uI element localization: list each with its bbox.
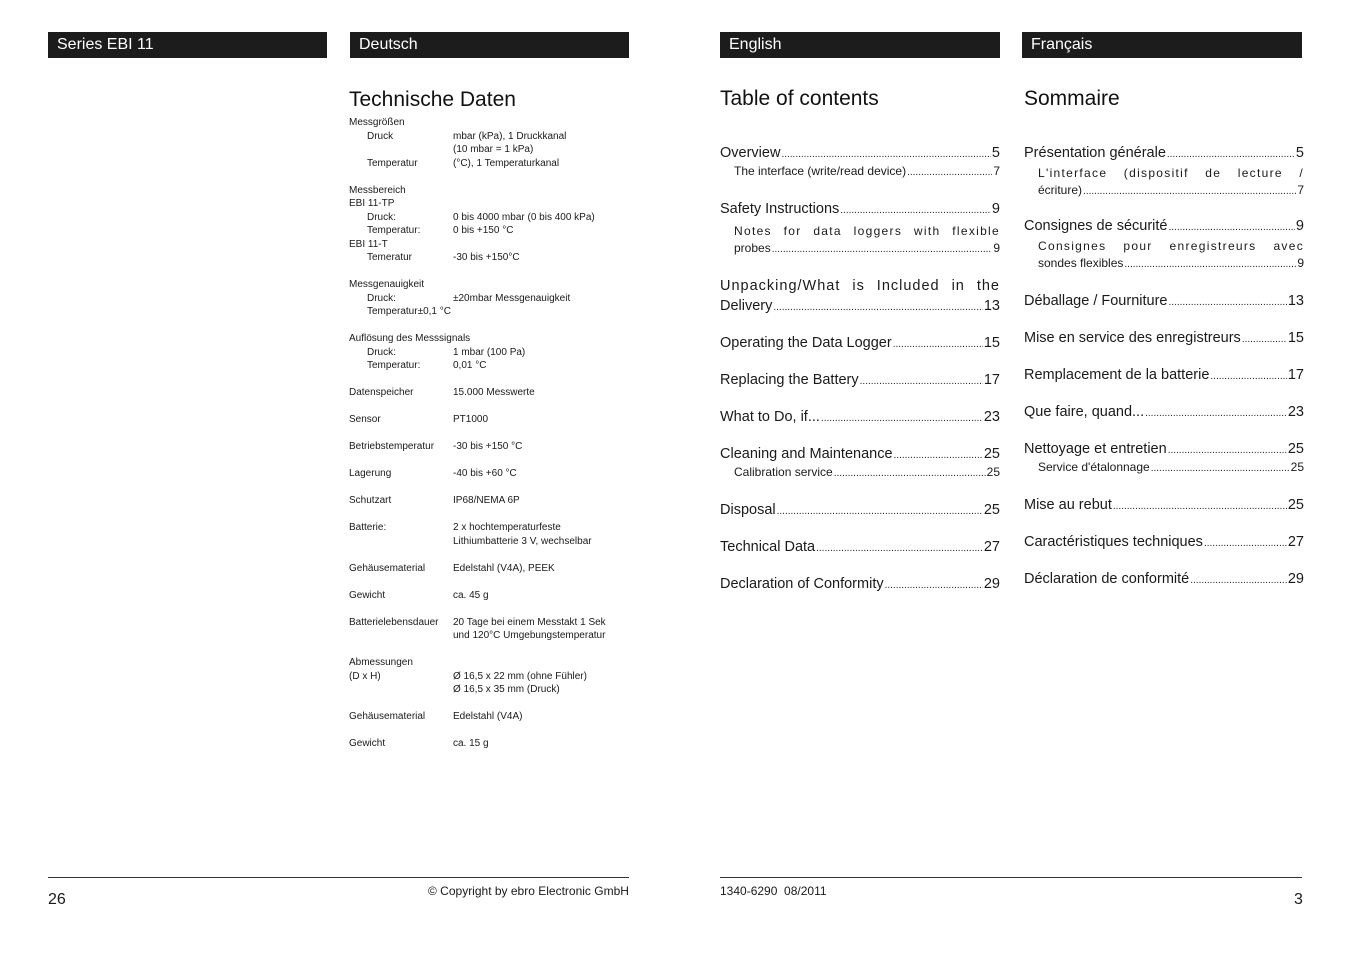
spec-row [349,494,629,508]
spec-row [349,656,629,670]
spec-row [349,130,629,144]
spec-row [349,737,629,751]
page-number-left: 26 [48,891,66,908]
toc-entry[interactable]: Que faire, quand... ..... 23 [1024,402,1304,422]
toc-entry[interactable]: Safety Instructions ..... 9 [720,199,1000,219]
spec-value: 1 mbar (100 Pa) [453,346,526,358]
spec-label: Gewicht [349,738,386,749]
spec-label: (D x H) [349,670,381,682]
spec-label: Datenspeicher [349,387,414,398]
spec-label: Batterielebensdauer [349,616,439,628]
spec-row [349,535,629,549]
spec-row [349,413,629,427]
spec-value: 15.000 Messwerte [453,387,535,398]
page-title-sommaire: Sommaire [1024,87,1120,110]
spec-value [453,197,629,211]
spec-row [349,305,629,319]
toc-entry[interactable]: Consignes de sécurité ..... 9 [1024,216,1304,236]
spec-row [349,332,629,346]
spec-value: ±20mbar Messgenauigkeit [453,292,571,304]
spec-row [349,238,629,252]
page-number-right: 3 [1294,891,1303,908]
toc-subentry-line[interactable]: L'interface (dispositif de lecture / [1038,166,1304,180]
header-series: Series EBI 11 [48,32,327,58]
spec-table [349,116,629,751]
toc-entry[interactable]: Delivery ..... 13 [720,296,1000,316]
spec-label: Betriebstemperatur [349,441,435,452]
spec-label: Abmessungen [349,657,413,668]
spec-value [453,116,629,130]
spec-row [349,521,629,535]
toc-entry[interactable]: Operating the Data Logger ..... 15 [720,333,1000,353]
spec-value [453,184,629,198]
spec-gap [349,643,629,657]
toc-subentry[interactable]: Service d'étalonnage ..... 25 [1024,459,1304,475]
spec-gap [349,427,629,441]
toc-entry[interactable]: Technical Data ..... 27 [720,537,1000,557]
footer-rule-right [720,877,1302,878]
spec-gap [349,724,629,738]
toc-subentry[interactable]: probes ..... 9 [720,240,1000,256]
spec-value: Ø 16,5 x 22 mm (ohne Fühler) [453,670,587,682]
spec-label: Gehäusematerial [349,711,426,722]
toc-subentry[interactable]: The interface (write/read device) ..... 7 [720,163,1000,179]
spec-value: ca. 45 g [453,589,489,601]
spec-gap [349,697,629,711]
toc-entry[interactable]: Mise en service des enregistreurs ..... 15 [1024,328,1304,348]
header-english: English [720,32,1000,58]
spec-value: 2 x hochtemperaturfeste [453,522,561,533]
spec-row [349,386,629,400]
spec-value: Ø 16,5 x 35 mm (Druck) [453,684,560,695]
doc-number: 1340-6290 08/2011 [720,884,827,898]
spec-value [470,332,629,346]
spec-value: Edelstahl (V4A), PEEK [453,562,555,574]
spec-gap [349,481,629,495]
spec-gap [349,548,629,562]
toc-subentry-line[interactable]: Consignes pour enregistreurs avec [1038,239,1304,253]
spec-row [349,562,629,576]
footer-rule-left [48,877,629,878]
spec-value [453,278,629,292]
spec-value: (10 mbar = 1 kPa) [453,144,534,155]
spec-row [349,683,629,697]
spec-label: Temperatur: [367,225,421,236]
spec-gap [349,170,629,184]
spec-row [349,197,629,211]
spec-label: Temperatur±0,1 °C [367,306,451,317]
spec-label: Sensor [349,414,381,425]
toc-entry[interactable]: What to Do, if... ..... 23 [720,407,1000,427]
spec-value: Lithiumbatterie 3 V, wechselbar [453,535,592,547]
spec-row [349,629,629,643]
toc-francais [1024,143,1304,589]
spec-gap [349,400,629,414]
toc-entry[interactable]: Remplacement de la batterie ..... 17 [1024,365,1304,385]
spec-value: 0 bis 4000 mbar (0 bis 400 kPa) [453,211,595,223]
header-francais: Français [1022,32,1302,58]
spec-label: Druck [367,130,394,142]
spec-row [349,359,629,373]
toc-entry[interactable]: Replacing the Battery ..... 17 [720,370,1000,390]
spec-gap [349,454,629,468]
spec-value [451,305,629,319]
spec-gap [349,508,629,522]
header-deutsch: Deutsch [350,32,629,58]
spec-gap [349,319,629,333]
spec-value: mbar (kPa), 1 Druckkanal [453,130,567,142]
toc-subentry-line[interactable]: Notes for data loggers with flexible [734,224,1000,238]
spec-row [349,184,629,198]
toc-subentry[interactable]: sondes flexibles ..... 9 [1024,255,1304,271]
spec-label: Druck: [367,346,396,358]
spec-value [453,238,629,252]
spec-value: -30 bis +150 °C [453,441,523,452]
spec-value: PT1000 [453,414,489,425]
spec-label [349,143,453,157]
spec-label: Lagerung [349,468,392,479]
spec-label: Messgrößen [349,117,405,128]
spec-value: 20 Tage bei einem Messtakt 1 Sek [453,616,606,628]
spec-value: -40 bis +60 °C [453,468,517,479]
page-title-toc: Table of contents [720,87,879,110]
spec-label [349,535,453,549]
spec-row [349,292,629,306]
spec-value: IP68/NEMA 6P [453,495,520,506]
toc-entry-line[interactable]: Unpacking/What is Included in the [720,278,1000,294]
spec-row [349,157,629,171]
toc-entry[interactable]: Disposal ..... 25 [720,500,1000,520]
spec-gap [349,373,629,387]
spec-row [349,589,629,603]
spec-label [349,629,453,643]
spec-value: -30 bis +150°C [453,252,520,263]
copyright: © Copyright by ebro Electronic GmbH [428,884,629,898]
spec-row [349,346,629,360]
toc-entry[interactable]: Déclaration de conformité ..... 29 [1024,569,1304,589]
toc-entry[interactable]: Nettoyage et entretien ..... 25 [1024,439,1304,459]
spec-row [349,670,629,684]
spec-row [349,116,629,130]
spec-label: Gewicht [349,589,386,601]
toc-entry[interactable]: Overview ..... 5 [720,143,1000,163]
spec-value: 0,01 °C [453,360,487,371]
toc-entry[interactable]: Mise au rebut ..... 25 [1024,495,1304,515]
spec-label: Messgenauigkeit [349,279,425,290]
spec-label: Auflösung des Messsignals [349,333,471,344]
spec-row [349,251,629,265]
spec-row [349,278,629,292]
spec-value: Edelstahl (V4A) [453,711,523,722]
toc-subentry[interactable]: Calibration service ..... 25 [720,464,1000,480]
spec-value [453,656,629,670]
spec-row [349,211,629,225]
spec-row [349,467,629,481]
spec-row [349,440,629,454]
spec-gap [349,575,629,589]
spec-label: Gehäusematerial [349,562,426,574]
spec-label: Schutzart [349,495,392,506]
spec-label: Temeratur [367,252,413,263]
toc-english [720,143,1000,594]
spec-gap [349,602,629,616]
spec-row [349,616,629,630]
spec-gap [349,265,629,279]
spec-row [349,710,629,724]
toc-entry[interactable]: Présentation générale ..... 5 [1024,143,1304,163]
spec-label: Messbereich [349,184,406,196]
spec-value: ca. 15 g [453,738,489,749]
page-title-technische-daten: Technische Daten [349,88,516,111]
spec-row [349,224,629,238]
spec-label: Druck: [367,292,396,304]
toc-subentry[interactable]: écriture) ..... 7 [1024,182,1304,198]
spec-label: EBI 11-T [349,238,388,250]
toc-entry[interactable]: Declaration of Conformity ..... 29 [720,574,1000,594]
toc-entry[interactable]: Déballage / Fourniture ..... 13 [1024,291,1304,311]
spec-value: 0 bis +150 °C [453,225,514,236]
spec-label: Druck: [367,211,396,223]
toc-entry[interactable]: Caractéristiques techniques ..... 27 [1024,532,1304,552]
spec-label [349,683,453,697]
spec-label: Batterie: [349,522,387,533]
toc-entry[interactable]: Cleaning and Maintenance ..... 25 [720,444,1000,464]
spec-value: (°C), 1 Temperaturkanal [453,157,560,169]
spec-row [349,143,629,157]
spec-label: Temperatur: [367,360,421,371]
spec-label: Temperatur [367,157,418,169]
spec-label: EBI 11-TP [349,198,395,209]
spec-value: und 120°C Umgebungstemperatur [453,630,606,641]
